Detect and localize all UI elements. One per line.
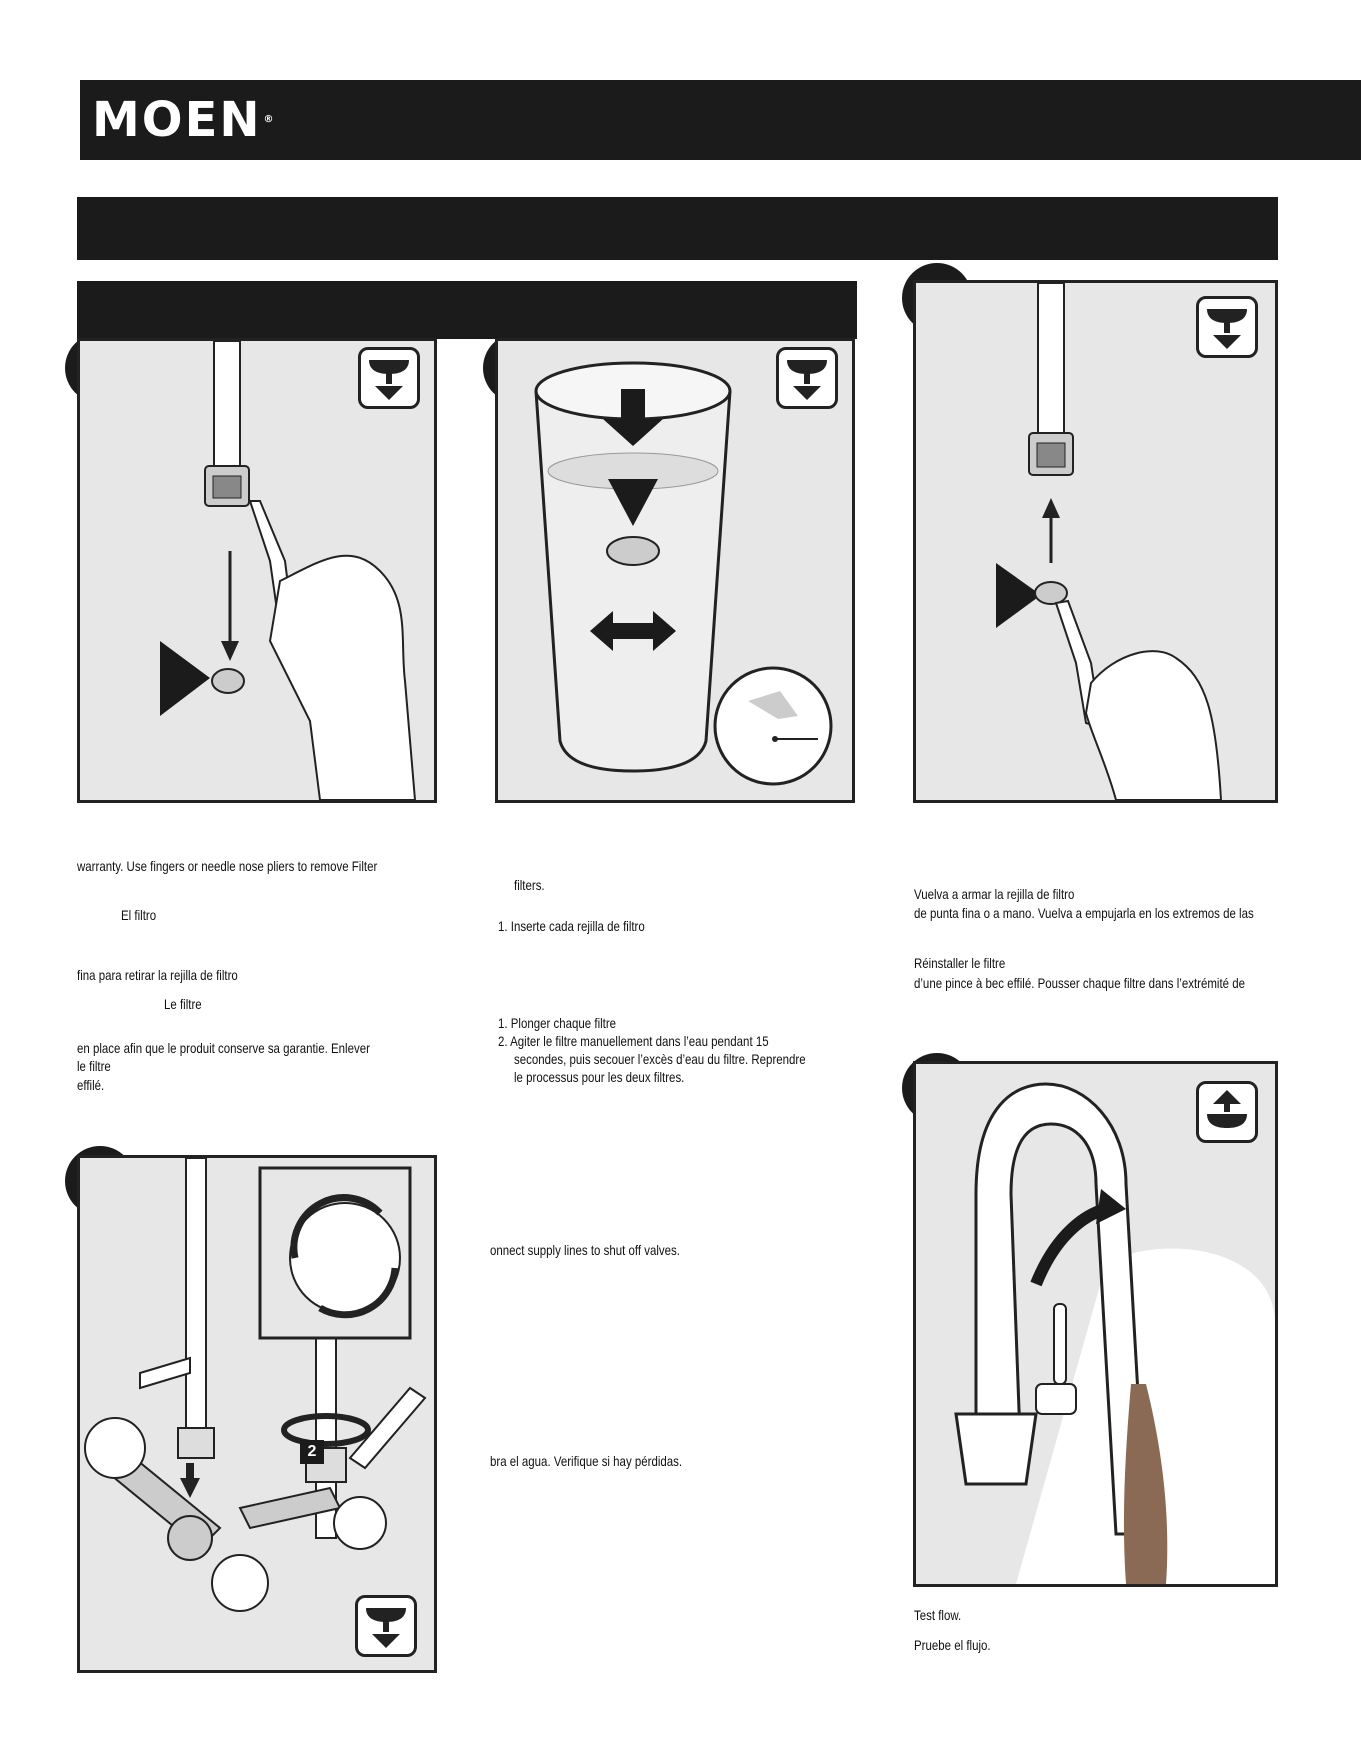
text-rinse-2: 1. Inserte cada rejilla de filtro bbox=[498, 918, 645, 934]
water-on-icon bbox=[1196, 1081, 1258, 1143]
text-remove-3: fina para retirar la rejilla de filtro bbox=[77, 967, 238, 983]
water-off-icon bbox=[776, 347, 838, 409]
cup-illustration bbox=[498, 341, 852, 800]
text-remove-4: Le filtre bbox=[164, 996, 202, 1012]
text-reinstall-3: Réinstaller le filtre bbox=[914, 955, 1006, 971]
remove-filter-illustration bbox=[80, 341, 434, 800]
supply-line-illustration bbox=[80, 1158, 434, 1670]
text-rinse-3: 1. Plonger chaque filtre bbox=[498, 1015, 617, 1031]
reinstall-filter-illustration bbox=[916, 283, 1275, 800]
text-rinse-4: 2. Agiter le filtre manuellement dans l’eau pendant 15 bbox=[498, 1033, 769, 1049]
text-testflow-2: Pruebe el flujo. bbox=[914, 1637, 991, 1653]
text-rinse-5: secondes, puis secouer l’excès d’eau du filtre. Reprendre bbox=[514, 1051, 806, 1067]
text-rinse-6: le processus pour les deux filtres. bbox=[514, 1069, 685, 1085]
water-off-icon bbox=[355, 1595, 417, 1657]
water-off-icon bbox=[358, 347, 420, 409]
text-remove-1: warranty. Use fingers or needle nose pliers to remove Filter bbox=[77, 858, 378, 874]
text-reinstall-4: d’une pince à bec effilé. Pousser chaque filtre dans l’extrémité de bbox=[914, 975, 1245, 991]
water-off-icon bbox=[1196, 296, 1258, 358]
text-connect-2: bra el agua. Verifique si hay pérdidas. bbox=[490, 1453, 683, 1469]
text-rinse-1: filters. bbox=[514, 877, 545, 893]
text-connect-1: onnect supply lines to shut off valves. bbox=[490, 1242, 680, 1258]
text-remove-6: le filtre bbox=[77, 1058, 111, 1074]
panel-reinstall-filter bbox=[913, 280, 1278, 803]
text-reinstall-1: Vuelva a armar la rejilla de filtro bbox=[914, 886, 1075, 902]
text-remove-2: El filtro bbox=[121, 907, 157, 923]
text-remove-5: en place afin que le produit conserve sa garantie. Enlever bbox=[77, 1040, 370, 1056]
moen-logo: MOEN ® bbox=[92, 92, 276, 148]
step-marker: 2 bbox=[300, 1440, 324, 1464]
title-bar bbox=[77, 197, 1278, 260]
text-reinstall-2: de punta fina o a mano. Vuelva a empujarla en los extremos de las bbox=[914, 905, 1254, 921]
text-remove-7: effilé. bbox=[77, 1077, 105, 1093]
section-bar bbox=[77, 281, 857, 339]
text-testflow-1: Test flow. bbox=[914, 1607, 962, 1623]
